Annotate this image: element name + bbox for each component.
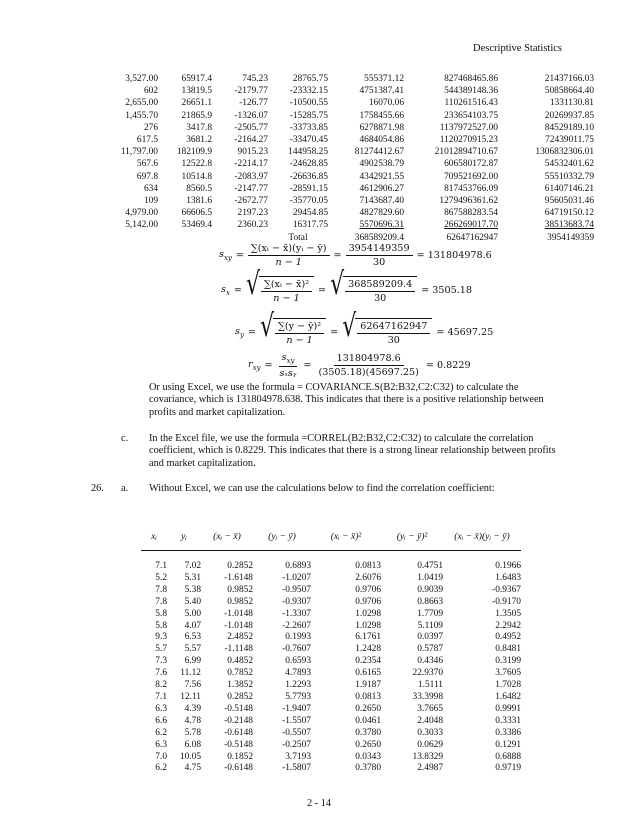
table-row <box>141 632 521 644</box>
table-cell: 602 <box>143 86 158 97</box>
table-cell: 16317.75 <box>292 220 328 231</box>
table-cell: 0.7852 <box>227 668 253 679</box>
table-cell: 0.9719 <box>495 763 521 774</box>
table-cell: 13819.5 <box>181 86 212 97</box>
table-cell: 0.2354 <box>355 656 381 667</box>
table-cell: 53469.4 <box>181 220 212 231</box>
table-row <box>141 585 521 597</box>
table-cell: 1331130.81 <box>549 98 594 109</box>
table-cell: 0.9852 <box>227 596 253 607</box>
table-cell: 1.9187 <box>355 680 381 691</box>
formula-sxy: $s_{xy}$ = $\frac{\text{∑(xᵢ − x̄)(yᵢ − ȳ)}}{n - 1}$ = $\frac{3954149359}{30}$ = 131804978.6 <box>219 243 492 268</box>
table-cell: 1.7709 <box>417 608 443 619</box>
table-cell: 1758455.66 <box>359 110 404 121</box>
table-cell: 0.6593 <box>285 656 311 667</box>
table-cell: 1.2428 <box>355 644 381 655</box>
table-cell: 817453766.09 <box>444 183 498 194</box>
table-cell: 10.05 <box>179 751 201 762</box>
table-cell: 5.8 <box>155 620 167 631</box>
table-cell: 72439011.75 <box>545 135 594 146</box>
table-cell: 0.0813 <box>355 691 381 702</box>
table-cell: -2083.97 <box>234 171 268 182</box>
table-cell: 7.3 <box>155 656 167 667</box>
table-cell: 1.5111 <box>417 680 443 691</box>
table-cell: 7.8 <box>155 584 167 595</box>
table-cell: -0.2148 <box>224 715 253 726</box>
table-cell: 7.1 <box>155 561 167 571</box>
table-cell: 1279496361.62 <box>439 196 498 207</box>
table-cell: -1.5807 <box>282 763 311 774</box>
table-cell: 84529189.10 <box>544 122 594 133</box>
correlation-explanation: In the Excel file, we use the formula =CORREL(B2:B32,C2:C32) to calculate the correlation coefficient, which is 0.8229. This indicates that there is a strong linear relationship between profits and market capitalization. <box>149 433 556 469</box>
column-header: (xᵢ − x̄)(yᵢ − ȳ) <box>454 531 510 543</box>
table-cell: 12522.8 <box>181 159 212 170</box>
table-cell: 0.9706 <box>355 584 381 595</box>
table-cell: -0.6148 <box>224 727 253 738</box>
table-cell: 0.1291 <box>495 739 521 750</box>
table-cell: 0.9706 <box>355 596 381 607</box>
table-cell: 0.6893 <box>285 561 311 571</box>
table-row <box>141 573 521 585</box>
table-cell: 9.3 <box>155 632 167 643</box>
part-a-intro: Without Excel, we can use the calculations below to find the correlation coefficient: <box>149 483 495 494</box>
table-cell: 2.4852 <box>227 632 253 643</box>
table-cell: 144958.25 <box>288 147 328 158</box>
table-cell: 2.4048 <box>417 715 443 726</box>
table-cell: -0.9307 <box>282 596 311 607</box>
table-cell: 867588283.54 <box>444 208 498 219</box>
table-cell: 709521692.00 <box>444 171 498 182</box>
table-cell: 1.0298 <box>355 608 381 619</box>
table-cell: 0.0397 <box>417 632 443 643</box>
table-cell: 66606.5 <box>181 208 212 219</box>
table-row <box>141 728 521 740</box>
table-cell: 1.0298 <box>355 620 381 631</box>
table-cell: 5.38 <box>184 584 201 595</box>
table-cell: 29454.85 <box>292 208 328 219</box>
table-cell: 2.2942 <box>495 620 521 631</box>
table-cell: -1.1148 <box>224 644 253 655</box>
table-cell: 1381.6 <box>186 196 212 207</box>
table-cell: 4,979.00 <box>125 208 158 219</box>
table-cell: 1120270915.23 <box>439 135 498 146</box>
table-cell: -24628.85 <box>289 159 328 170</box>
formula-rxy: $r_{xy}$ = $\frac{s_{xy}}{\text{sₓsᵧ}}$ = $\frac{131804978.6}{(3505.18)(45697.25)}$ = 0.8229 <box>248 352 471 379</box>
table-cell: 2,655.00 <box>125 98 158 109</box>
table-cell: 0.3780 <box>355 763 381 774</box>
table-cell: 7.02 <box>184 561 201 571</box>
label-a: a. <box>121 483 129 494</box>
table-cell: 0.1852 <box>227 751 253 762</box>
column-header: (yᵢ − ȳ)² <box>396 531 428 543</box>
table-cell: 6.3 <box>155 703 167 714</box>
table-row <box>141 680 521 692</box>
column-header: (xᵢ − x̄)² <box>330 531 362 543</box>
table-cell: -2672.77 <box>234 196 268 207</box>
table-cell: 0.9039 <box>417 584 443 595</box>
table-cell: -0.5507 <box>282 727 311 738</box>
total-row <box>96 232 594 244</box>
table-cell: 0.4346 <box>417 656 443 667</box>
table-cell: 5.78 <box>184 727 201 738</box>
table-cell: 1,455.70 <box>125 110 158 121</box>
table-cell: 4612906.27 <box>359 183 404 194</box>
table-cell: 28765.75 <box>292 74 328 84</box>
table-cell: 2.4987 <box>417 763 443 774</box>
table-row <box>141 704 521 716</box>
table-cell: -0.7607 <box>282 644 311 655</box>
table-cell: -2147.77 <box>234 183 268 194</box>
table-row <box>96 146 594 158</box>
table-cell: 4.39 <box>184 703 201 714</box>
table-cell: 7143687.40 <box>359 196 404 207</box>
table-cell: 3.7665 <box>417 703 443 714</box>
table-cell: 0.0461 <box>355 715 381 726</box>
table-cell: 33.3998 <box>412 691 443 702</box>
table-cell: 0.3780 <box>355 727 381 738</box>
column-header: (yᵢ − ȳ) <box>268 531 296 543</box>
table-cell: 276 <box>143 122 158 133</box>
table-row <box>96 134 594 146</box>
table-cell: 233654103.75 <box>444 110 498 121</box>
table-cell: 0.3199 <box>495 656 521 667</box>
table-cell: 182109.9 <box>176 147 212 158</box>
table-cell: 4684054.86 <box>359 135 404 146</box>
table-cell: -126.77 <box>239 98 268 109</box>
table-cell: 0.5787 <box>417 644 443 655</box>
table-cell: 4827829.60 <box>359 208 404 219</box>
table-cell: 3,527.00 <box>125 74 158 84</box>
table-row <box>141 740 521 752</box>
covariance-explanation: Or using Excel, we use the formula = COVARIANCE.S(B2:B32,C2:C32) to calculate the covariance, which is 131804978.638. This indicates that there is a positive relationship between profits and market capitalization. <box>149 382 544 418</box>
table-row <box>141 561 521 573</box>
table-cell: 4342921.55 <box>359 171 404 182</box>
page-number: 2 - 14 <box>306 798 332 809</box>
table-cell: 3681.2 <box>186 135 212 146</box>
table-cell: 7.56 <box>184 680 201 691</box>
table-cell: 4751387.41 <box>359 86 404 97</box>
header-row <box>141 528 521 551</box>
table-cell: 6.53 <box>184 632 201 643</box>
table-cell: 5.7793 <box>285 691 311 702</box>
table-cell: 38513683.74 <box>544 220 594 231</box>
table-cell: 4.07 <box>184 620 201 631</box>
table-cell: 95605031.46 <box>544 196 594 207</box>
table-cell: -0.9507 <box>282 584 311 595</box>
table-cell: 0.6888 <box>495 751 521 762</box>
table-cell: 0.3331 <box>495 715 521 726</box>
table-cell: 21865.9 <box>181 110 212 121</box>
table-cell: -1.0207 <box>282 572 311 583</box>
table-row <box>96 122 594 134</box>
table-cell: 0.0629 <box>417 739 443 750</box>
table-cell: -10500.55 <box>289 98 328 109</box>
table-row <box>96 183 594 195</box>
table-cell: 16070.06 <box>368 98 404 109</box>
total-value: 368589209.4 <box>354 232 404 243</box>
table-cell: -1.3307 <box>282 608 311 619</box>
table-cell: 6.1761 <box>355 632 381 643</box>
correlation-table <box>141 528 521 775</box>
table-cell: -33470.45 <box>289 135 328 146</box>
table-cell: -1.0148 <box>224 608 253 619</box>
table-row <box>96 207 594 219</box>
table-cell: 0.8663 <box>417 596 443 607</box>
table-cell: -2.2607 <box>282 620 311 631</box>
table-cell: 555371.12 <box>364 74 404 84</box>
table-cell: 567.6 <box>136 159 158 170</box>
table-cell: 2197.23 <box>237 208 268 219</box>
table-row <box>96 97 594 109</box>
table-cell: 61407146.21 <box>544 183 594 194</box>
label-c: c. <box>121 433 129 444</box>
table-cell: -0.6148 <box>224 763 253 774</box>
table-cell: -1326.07 <box>234 110 268 121</box>
total-value: 62647162947 <box>446 232 498 243</box>
table-cell: 4902538.79 <box>359 159 404 170</box>
table-row <box>141 609 521 621</box>
table-cell: -35770.05 <box>289 196 328 207</box>
table-cell: 11.12 <box>180 668 201 679</box>
table-cell: -1.6148 <box>224 572 253 583</box>
table-cell: 7.6 <box>155 668 167 679</box>
table-cell: 13.8329 <box>412 751 443 762</box>
table-cell: 1137972527.00 <box>439 122 498 133</box>
table-cell: 10514.8 <box>181 171 212 182</box>
table-cell: 12.11 <box>180 691 201 702</box>
table-cell: 54532401.62 <box>544 159 594 170</box>
table-cell: 8.2 <box>155 680 167 691</box>
table-row <box>141 597 521 609</box>
table-row <box>96 219 594 231</box>
table-cell: 50858664.40 <box>544 86 594 97</box>
table-cell: 6.08 <box>184 739 201 750</box>
table-cell: 0.3386 <box>495 727 521 738</box>
table-cell: 827468465.86 <box>444 74 498 84</box>
table-row <box>141 692 521 704</box>
table-cell: 3417.8 <box>186 122 212 133</box>
table-cell: -0.2507 <box>282 739 311 750</box>
table-cell: 5570696.31 <box>359 220 404 231</box>
table-cell: 55510332.79 <box>544 171 594 182</box>
table-cell: 634 <box>143 183 158 194</box>
column-header: xᵢ <box>151 531 157 543</box>
table-cell: 5.8 <box>155 608 167 619</box>
formula-sy: $s_y$ = √ $\frac{\text{∑(y − ȳ)²}}{n - 1}$ = √ $\frac{62647162947}{30}$ = 45697.25 <box>235 309 494 346</box>
table-cell: -1.5507 <box>282 715 311 726</box>
table-cell: 64719150.12 <box>544 208 594 219</box>
table-row <box>96 195 594 207</box>
table-cell: 617.5 <box>136 135 158 146</box>
table-cell: 0.1993 <box>285 632 311 643</box>
table-row <box>96 158 594 170</box>
table-cell: 0.4751 <box>417 561 443 571</box>
table-cell: 6.6 <box>155 715 167 726</box>
table-cell: -2164.27 <box>234 135 268 146</box>
table-cell: 1.3505 <box>495 608 521 619</box>
table-cell: 4.7893 <box>285 668 311 679</box>
table-cell: 7.1 <box>155 691 167 702</box>
table-cell: 2.6076 <box>355 572 381 583</box>
problem-number: 26. <box>91 483 104 494</box>
table-cell: 0.9852 <box>227 584 253 595</box>
table-cell: 266269017.70 <box>444 220 498 231</box>
table-cell: 0.8481 <box>495 644 521 655</box>
table-row <box>96 171 594 183</box>
table-cell: 0.2852 <box>227 561 253 571</box>
total-value: 3954149359 <box>547 232 594 243</box>
formula-sx: $s_x$ = √ $\frac{\text{∑(xᵢ − x̄)²}}{n - 1}$ = √ $\frac{368589209.4}{30}$ = 3505.18 <box>221 267 472 304</box>
table-cell: -23332.15 <box>289 86 328 97</box>
table-cell: 2360.23 <box>237 220 268 231</box>
table-cell: 9015.23 <box>237 147 268 158</box>
table-cell: 7.0 <box>155 751 167 762</box>
table-cell: 6.99 <box>184 656 201 667</box>
table-row <box>96 85 594 97</box>
table-cell: -28591.15 <box>289 183 328 194</box>
table-cell: 5.1109 <box>417 620 443 631</box>
table-cell: 81274412.67 <box>354 147 404 158</box>
table-cell: -0.9170 <box>492 596 521 607</box>
table-cell: 0.4952 <box>495 632 521 643</box>
table-row <box>96 110 594 122</box>
table-cell: 65917.4 <box>181 74 212 84</box>
table-cell: 109 <box>143 196 158 207</box>
table-cell: -1.0148 <box>224 620 253 631</box>
table-cell: 1.7028 <box>495 680 521 691</box>
table-row <box>141 668 521 680</box>
table-cell: 0.3033 <box>417 727 443 738</box>
table-cell: -15285.75 <box>289 110 328 121</box>
table-cell: 6.2 <box>155 763 167 774</box>
table-cell: 4.78 <box>184 715 201 726</box>
table-cell: -0.5148 <box>224 703 253 714</box>
table-cell: 697.8 <box>136 171 158 182</box>
table-cell: 5.57 <box>184 644 201 655</box>
table-cell: 0.9991 <box>495 703 521 714</box>
table-cell: 4.75 <box>184 763 201 774</box>
header-rule <box>141 551 521 562</box>
table-cell: 5.31 <box>184 572 201 583</box>
table-cell: -2505.77 <box>234 122 268 133</box>
table-cell: 0.2650 <box>355 703 381 714</box>
table-cell: 3.7605 <box>495 668 521 679</box>
table-cell: 544389148.36 <box>444 86 498 97</box>
table-cell: 0.6165 <box>355 668 381 679</box>
table-cell: 7.8 <box>155 596 167 607</box>
covariance-table <box>96 73 594 244</box>
table-row <box>141 656 521 668</box>
table-cell: 3.7193 <box>285 751 311 762</box>
table-cell: 1.6482 <box>495 691 521 702</box>
table-cell: 5.40 <box>184 596 201 607</box>
table-row <box>141 621 521 633</box>
table-cell: 1.2293 <box>285 680 311 691</box>
table-cell: 20269937.85 <box>544 110 594 121</box>
table-cell: -2179.77 <box>234 86 268 97</box>
table-cell: 1.0419 <box>417 572 443 583</box>
column-header: yᵢ <box>181 531 187 543</box>
table-cell: 11,797.00 <box>120 147 158 158</box>
table-cell: 110261516.43 <box>444 98 498 109</box>
table-cell: 1.3852 <box>227 680 253 691</box>
table-cell: 6.2 <box>155 727 167 738</box>
table-cell: 5.7 <box>155 644 167 655</box>
table-row <box>141 716 521 728</box>
table-cell: 1.6483 <box>495 572 521 583</box>
table-cell: 745.23 <box>242 74 268 84</box>
table-cell: 606580172.87 <box>444 159 498 170</box>
table-cell: 0.2650 <box>355 739 381 750</box>
table-row <box>141 763 521 775</box>
table-cell: -0.5148 <box>224 739 253 750</box>
running-header: Descriptive Statistics <box>473 43 562 54</box>
table-cell: 6.3 <box>155 739 167 750</box>
table-cell: 5,142.00 <box>125 220 158 231</box>
table-cell: 5.00 <box>184 608 201 619</box>
total-label: Total <box>288 232 308 243</box>
table-cell: 5.2 <box>155 572 167 583</box>
table-cell: 0.0343 <box>355 751 381 762</box>
table-cell: 26651.1 <box>181 98 212 109</box>
table-cell: 21012894710.67 <box>434 147 498 158</box>
table-cell: -33733.85 <box>289 122 328 133</box>
table-cell: -1.9407 <box>282 703 311 714</box>
table-cell: 0.1966 <box>495 561 521 571</box>
table-cell: 22.9370 <box>412 668 443 679</box>
table-cell: -26636.85 <box>289 171 328 182</box>
table-cell: -2214.17 <box>234 159 268 170</box>
table-cell: -0.9367 <box>492 584 521 595</box>
column-header: (xᵢ − x̄) <box>213 531 241 543</box>
table-cell: 6278871.98 <box>359 122 404 133</box>
table-cell: 0.4852 <box>227 656 253 667</box>
table-cell: 0.0813 <box>355 561 381 571</box>
table-row <box>141 644 521 656</box>
table-cell: 8560.5 <box>186 183 212 194</box>
table-cell: 0.2852 <box>227 691 253 702</box>
table-row <box>141 752 521 764</box>
table-cell: 1306832306.01 <box>535 147 594 158</box>
table-row <box>96 73 594 85</box>
table-cell: 21437166.03 <box>544 74 594 84</box>
